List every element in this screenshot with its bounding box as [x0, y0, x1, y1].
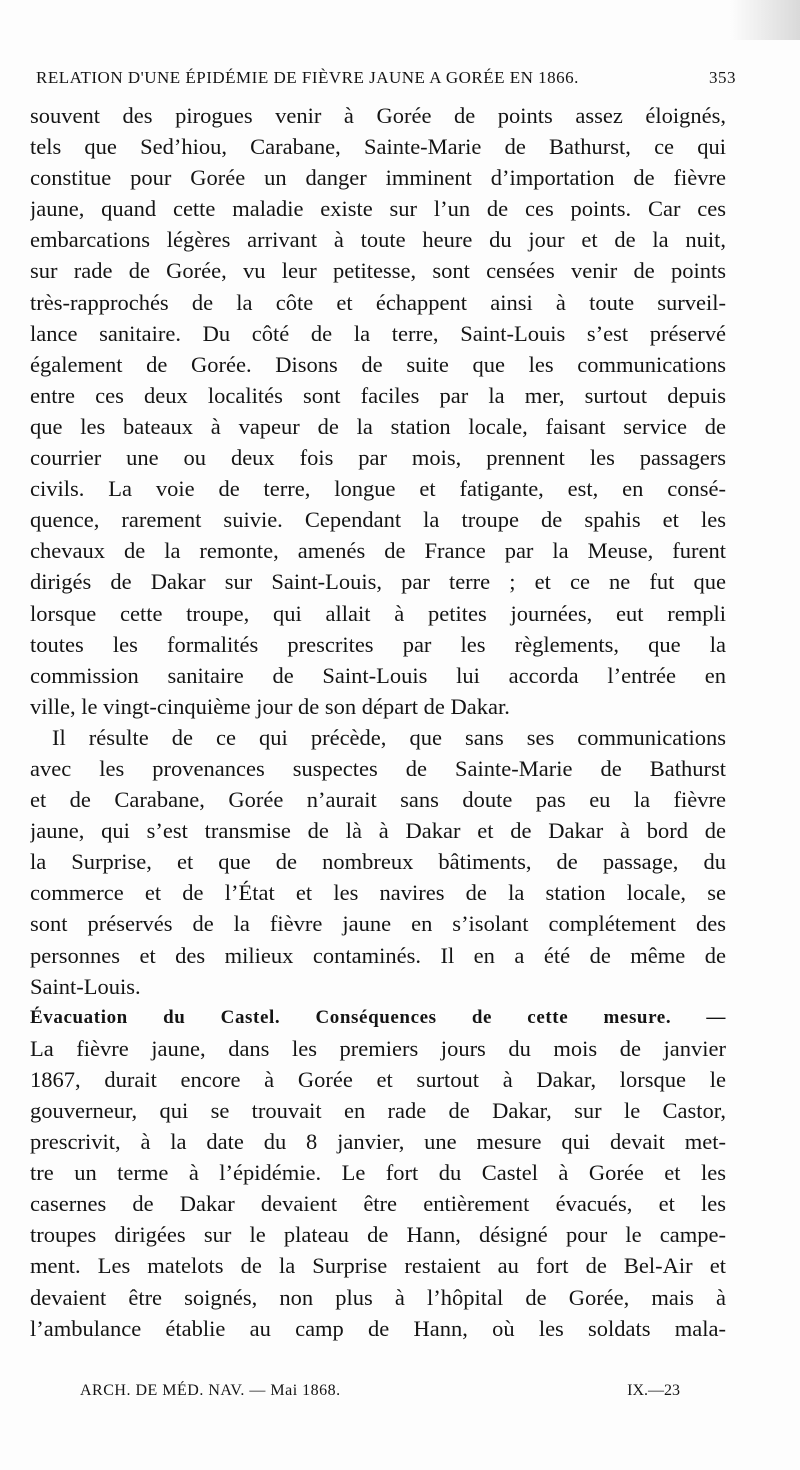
text-line: très-rapprochés de la côte et échappent ainsi à toute surveil-: [30, 289, 726, 315]
text-line: troupes dirigées sur le plateau de Hann, désigné pour le campe-: [30, 1222, 726, 1248]
signature-mark: IX.—23: [627, 1382, 680, 1399]
text-line: commission sanitaire de Saint-Louis lui accorda l’entrée en: [30, 662, 726, 688]
scan-shadow: [730, 0, 800, 40]
footer-source: ARCH. DE MÉD. NAV. — Mai 1868.: [80, 1382, 341, 1399]
text-line: lorsque cette troupe, qui allait à petites journées, eut rempli: [30, 600, 726, 626]
text-line: toutes les formalités prescrites par les règlements, que la: [30, 631, 726, 657]
text-line: ville, le vingt-cinquième jour de son départ de Dakar.: [30, 693, 510, 719]
text-line: également de Gorée. Disons de suite que les communications: [30, 351, 726, 377]
text-line: sur rade de Gorée, vu leur petitesse, sont censées venir de points: [30, 258, 726, 284]
page-footer: [80, 1382, 680, 1406]
text-line: constitue pour Gorée un danger imminent d’importation de fièvre: [30, 165, 726, 191]
text-line: civils. La voie de terre, longue et fatigante, est, en consé-: [30, 476, 726, 502]
text-line: personnes et des milieux contaminés. Il en a été de même de: [30, 942, 726, 968]
text-line: courrier une ou deux fois par mois, prennent les passagers: [30, 445, 726, 471]
text-line: commerce et de l’État et les navires de la station locale, se: [30, 880, 726, 906]
text-line: dirigés de Dakar sur Saint-Louis, par terre ; et ce ne fut que: [30, 569, 726, 595]
body-text: [30, 100, 726, 1344]
text-line: l’ambulance établie au camp de Hann, où les soldats mala-: [30, 1315, 726, 1341]
text-line: ment. Les matelots de la Surprise restaient au fort de Bel-Air et: [30, 1253, 726, 1279]
text-line: 1867, durait encore à Gorée et surtout à Dakar, lorsque le: [30, 1066, 726, 1092]
page-number: 353: [709, 68, 736, 87]
text-line: prescrivit, à la date du 8 janvier, une mesure qui devait met-: [30, 1129, 726, 1155]
text-line: tels que Sed’hiou, Carabane, Sainte-Marie de Bathurst, ce qui: [30, 134, 726, 160]
text-line: lance sanitaire. Du côté de la terre, Saint-Louis s’est préservé: [30, 320, 726, 346]
running-head: [36, 68, 736, 94]
paragraph-start-line: Il résulte de ce qui précède, que sans ses communications: [52, 724, 726, 750]
text-line: sont préservés de la fièvre jaune en s’isolant complétement des: [30, 911, 726, 937]
text-line: Saint-Louis.: [30, 973, 141, 999]
text-line: jaune, quand cette maladie existe sur l’un de ces points. Car ces: [30, 196, 726, 222]
text-line: et de Carabane, Gorée n’aurait sans doute pas eu la fièvre: [30, 787, 726, 813]
text-line: quence, rarement suivie. Cependant la troupe de spahis et les: [30, 507, 726, 533]
text-line: La fièvre jaune, dans les premiers jours du mois de janvier: [30, 1035, 726, 1061]
text-line: gouverneur, qui se trouvait en rade de Dakar, sur le Castor,: [30, 1098, 726, 1123]
text-line: embarcations légères arrivant à toute heure du jour et de la nuit,: [30, 227, 726, 253]
text-line: souvent des pirogues venir à Gorée de points assez éloignés,: [30, 103, 726, 128]
text-line: jaune, qui s’est transmise de là à Dakar et de Dakar à bord de: [30, 818, 726, 844]
text-line: entre ces deux localités sont faciles par la mer, surtout depuis: [30, 382, 726, 408]
text-line: avec les provenances suspectes de Sainte-Marie de Bathurst: [30, 755, 726, 781]
text-line: devaient être soignés, non plus à l’hôpital de Gorée, mais à: [30, 1284, 726, 1310]
running-title: RELATION D'UNE ÉPIDÉMIE DE FIÈVRE JAUNE A GORÉE EN 1866.: [36, 68, 579, 87]
text-line: tre un terme à l’épidémie. Le fort du Castel à Gorée et les: [30, 1160, 726, 1186]
text-line: chevaux de la remonte, amenés de France par la Meuse, furent: [30, 538, 726, 564]
text-line: la Surprise, et que de nombreux bâtiments, de passage, du: [30, 849, 726, 875]
text-line: que les bateaux à vapeur de la station locale, faisant service de: [30, 413, 726, 439]
text-line: casernes de Dakar devaient être entièrement évacués, et les: [30, 1191, 726, 1217]
section-heading: Évacuation du Castel. Conséquences de cette mesure. —: [30, 1006, 726, 1028]
